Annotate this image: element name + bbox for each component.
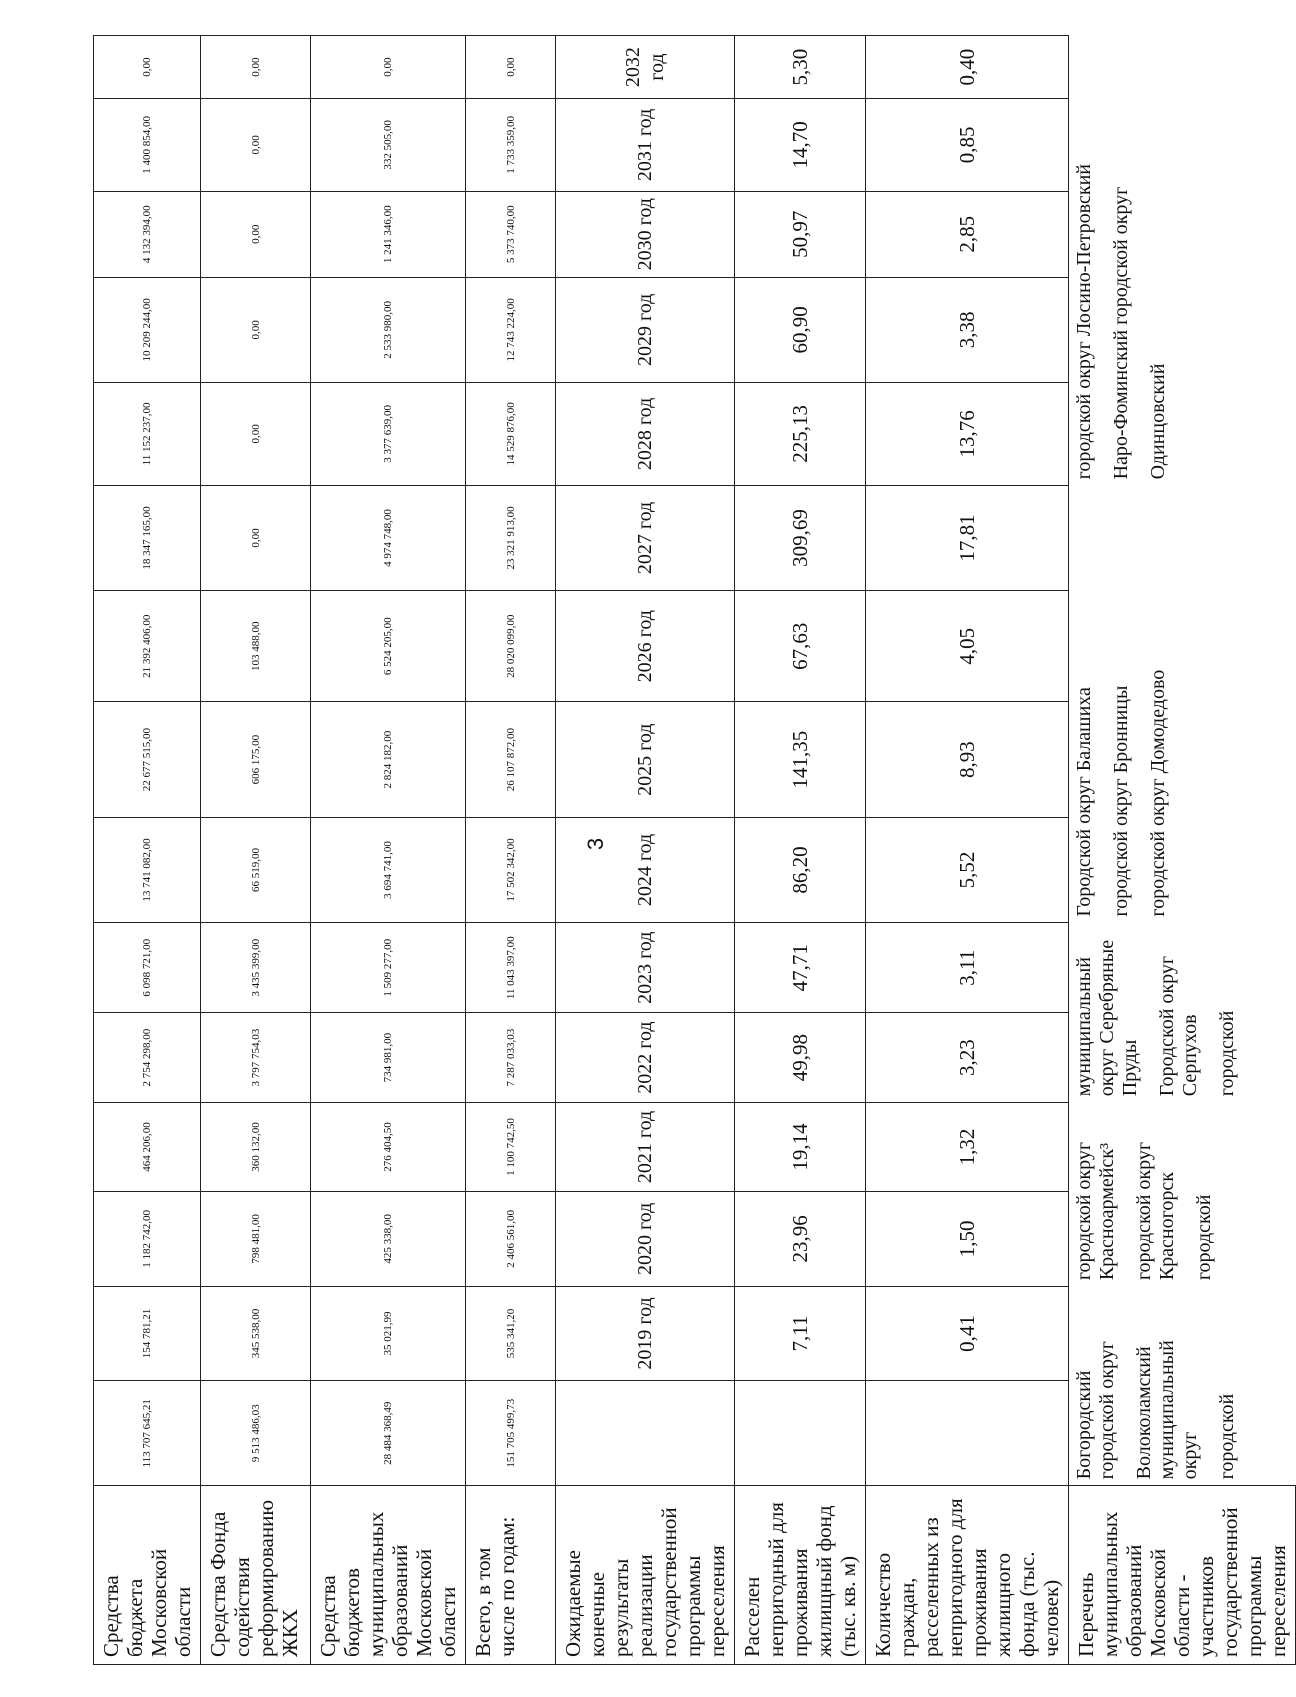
value-cell: 4 974 748,00 xyxy=(311,485,466,590)
table-row xyxy=(466,36,556,1665)
spacer xyxy=(1202,1292,1216,1479)
year-cell: 2031 год xyxy=(556,99,735,191)
value-cell: 3 694 741,00 xyxy=(311,817,466,922)
table-row xyxy=(94,36,201,1665)
value-cell: 4 132 394,00 xyxy=(94,191,201,277)
municipality-name: Одинцовский xyxy=(1147,363,1169,480)
table-body xyxy=(94,36,1296,1665)
municipality-group xyxy=(1069,923,1296,1103)
result-cell: 23,96 xyxy=(735,1192,866,1287)
rotated-table-wrapper xyxy=(93,35,1290,1665)
value-cell: 1 733 359,00 xyxy=(466,99,556,191)
value-cell: 0,00 xyxy=(201,99,311,191)
value-cell: 1 509 277,00 xyxy=(311,923,466,1013)
value-cell: 332 505,00 xyxy=(311,99,466,191)
municipality-group xyxy=(1069,485,1296,922)
result-cell: 225,13 xyxy=(735,382,866,485)
row-label: Перечень муниципальных образований Московской области - участников государственной программы переселения xyxy=(1069,1486,1296,1665)
value-cell: 3 377 639,00 xyxy=(311,382,466,485)
total-cell: 9 513 486,03 xyxy=(201,1381,311,1486)
result-cell: 3,38 xyxy=(866,277,1069,382)
value-cell: 0,00 xyxy=(201,36,311,99)
year-cell: 2030 год xyxy=(556,191,735,277)
municipality-name: Волоколамский муниципальный округ xyxy=(1133,1340,1201,1480)
year-cell: 2032 год xyxy=(556,36,735,99)
table-row xyxy=(556,36,735,1665)
year-cell: 2024 год xyxy=(556,817,735,922)
result-cell: 1,50 xyxy=(866,1192,1069,1287)
value-cell: 798 481,00 xyxy=(201,1192,311,1287)
year-cell: 2028 год xyxy=(556,382,735,485)
value-cell: 13 741 082,00 xyxy=(94,817,201,922)
year-cell: 2027 год xyxy=(556,485,735,590)
municipality-name: городской xyxy=(1216,1393,1238,1480)
value-cell: 0,00 xyxy=(201,277,311,382)
value-cell: 66 519,00 xyxy=(201,817,311,922)
spacer xyxy=(1096,491,1110,916)
value-cell: 1 400 854,00 xyxy=(94,99,201,191)
row-label: Ожидаемые конечные результаты реализации государственной программы переселения xyxy=(556,1486,735,1665)
result-cell: 5,30 xyxy=(735,36,866,99)
municipality-group xyxy=(1069,99,1296,486)
value-cell: 606 175,00 xyxy=(201,702,311,818)
value-cell: 11 043 397,00 xyxy=(466,923,556,1013)
table-row xyxy=(201,36,311,1665)
result-cell: 50,97 xyxy=(735,191,866,277)
value-cell: 464 206,00 xyxy=(94,1102,201,1191)
municipality-name: городской округ Домодедово xyxy=(1147,669,1169,917)
value-cell: 10 209 244,00 xyxy=(94,277,201,382)
result-cell: 47,71 xyxy=(735,923,866,1013)
value-cell: 103 488,00 xyxy=(201,590,311,701)
total-cell: 113 707 645,21 xyxy=(94,1381,201,1486)
value-cell: 0,00 xyxy=(201,191,311,277)
result-cell: 60,90 xyxy=(735,277,866,382)
result-cell: 86,20 xyxy=(735,817,866,922)
page-number: 3 xyxy=(583,837,608,851)
value-cell: 6 098 721,00 xyxy=(94,923,201,1013)
value-cell: 0,00 xyxy=(311,36,466,99)
result-cell: 0,40 xyxy=(866,36,1069,99)
result-cell: 4,05 xyxy=(866,590,1069,701)
table-row xyxy=(735,36,866,1665)
municipality-name: городской округ Красногорск xyxy=(1133,1141,1178,1281)
empty-cell xyxy=(556,1381,735,1486)
result-cell: 0,85 xyxy=(866,99,1069,191)
table-row xyxy=(866,36,1069,1665)
value-cell: 17 502 342,00 xyxy=(466,817,556,922)
year-cell: 2021 год xyxy=(556,1102,735,1191)
result-cell: 3,11 xyxy=(866,923,1069,1013)
spacer xyxy=(1142,929,1156,1097)
municipality-name: Городской округ Балашиха xyxy=(1073,687,1095,917)
empty-cell xyxy=(735,1381,866,1486)
table-row xyxy=(311,36,466,1665)
result-cell: 14,70 xyxy=(735,99,866,191)
value-cell: 35 021,99 xyxy=(311,1286,466,1381)
value-cell: 1 100 742,50 xyxy=(466,1102,556,1191)
result-cell: 0,41 xyxy=(866,1286,1069,1381)
value-cell: 7 287 033,03 xyxy=(466,1013,556,1102)
municipality-name: муниципальный округ Серебряные Пруды xyxy=(1073,939,1141,1097)
program-table xyxy=(93,35,1296,1665)
row-label: Всего, в том числе по годам: xyxy=(466,1486,556,1665)
year-cell: 2025 год xyxy=(556,702,735,818)
value-cell: 14 529 876,00 xyxy=(466,382,556,485)
result-cell: 1,32 xyxy=(866,1102,1069,1191)
result-cell: 8,93 xyxy=(866,702,1069,818)
year-cell: 2019 год xyxy=(556,1286,735,1381)
value-cell: 1 182 742,00 xyxy=(94,1192,201,1287)
municipality-name: Богородский городской округ xyxy=(1073,1341,1118,1480)
value-cell: 6 524 205,00 xyxy=(311,590,466,701)
value-cell: 22 677 515,00 xyxy=(94,702,201,818)
value-cell: 2 406 561,00 xyxy=(466,1192,556,1287)
year-cell: 2026 год xyxy=(556,590,735,701)
value-cell: 425 338,00 xyxy=(311,1192,466,1287)
municipality-name: городской округ Лосино-Петровский xyxy=(1073,164,1095,480)
value-cell: 0,00 xyxy=(201,382,311,485)
municipality-name: Городской округ Серпухов xyxy=(1156,955,1201,1097)
empty-cell xyxy=(866,1381,1069,1486)
spacer xyxy=(1133,491,1147,916)
value-cell: 734 981,00 xyxy=(311,1013,466,1102)
value-cell: 28 020 099,00 xyxy=(466,590,556,701)
municipality-group xyxy=(1069,1102,1296,1286)
row-label: Количество граждан, расселенных из непригодного для проживания жилищного фонда (тыс. человек) xyxy=(866,1486,1069,1665)
result-cell: 5,52 xyxy=(866,817,1069,922)
value-cell: 154 781,21 xyxy=(94,1286,201,1381)
value-cell: 18 347 165,00 xyxy=(94,485,201,590)
result-cell: 17,81 xyxy=(866,485,1069,590)
value-cell: 21 392 406,00 xyxy=(94,590,201,701)
total-cell: 151 705 499,73 xyxy=(466,1381,556,1486)
year-cell: 2029 год xyxy=(556,277,735,382)
row-label: Средства бюджетов муниципальных образований Московской области xyxy=(311,1486,466,1665)
result-cell: 7,11 xyxy=(735,1286,866,1381)
result-cell: 13,76 xyxy=(866,382,1069,485)
result-cell: 309,69 xyxy=(735,485,866,590)
value-cell: 23 321 913,00 xyxy=(466,485,556,590)
value-cell: 5 373 740,00 xyxy=(466,191,556,277)
row-label: Средства Фонда содействия реформированию ЖКХ xyxy=(201,1486,311,1665)
value-cell: 345 538,00 xyxy=(201,1286,311,1381)
value-cell: 0,00 xyxy=(466,36,556,99)
value-cell: 2 754 298,00 xyxy=(94,1013,201,1102)
year-cell: 2023 год xyxy=(556,923,735,1013)
spacer xyxy=(1119,1292,1133,1479)
municipality-name: городской округ Бронницы xyxy=(1110,685,1132,917)
result-cell: 3,23 xyxy=(866,1013,1069,1102)
spacer xyxy=(1179,1108,1193,1280)
page-content xyxy=(93,35,1290,1665)
municipality-name: городской xyxy=(1216,1010,1238,1097)
spacer xyxy=(1119,1108,1133,1280)
value-cell: 2 533 980,00 xyxy=(311,277,466,382)
municipality-name: городской округ Красноармейск³ xyxy=(1073,1141,1118,1281)
value-cell: 11 152 237,00 xyxy=(94,382,201,485)
value-cell: 360 132,00 xyxy=(201,1102,311,1191)
result-cell: 49,98 xyxy=(735,1013,866,1102)
spacer xyxy=(1096,105,1110,480)
value-cell: 535 341,20 xyxy=(466,1286,556,1381)
value-cell: 0,00 xyxy=(201,485,311,590)
value-cell: 2 824 182,00 xyxy=(311,702,466,818)
municipality-name: городской xyxy=(1193,1194,1215,1281)
result-cell: 141,35 xyxy=(735,702,866,818)
table-row xyxy=(1069,36,1296,1665)
spacer xyxy=(1202,929,1216,1097)
year-cell: 2020 год xyxy=(556,1192,735,1287)
value-cell: 0,00 xyxy=(94,36,201,99)
row-label: Средства бюджета Московской области xyxy=(94,1486,201,1665)
result-cell: 19,14 xyxy=(735,1102,866,1191)
municipality-group xyxy=(1069,1286,1296,1486)
municipality-name: Наро-Фоминский городской округ xyxy=(1110,186,1132,480)
value-cell: 3 797 754,03 xyxy=(201,1013,311,1102)
value-cell: 12 743 224,00 xyxy=(466,277,556,382)
result-cell: 2,85 xyxy=(866,191,1069,277)
value-cell: 3 435 399,00 xyxy=(201,923,311,1013)
value-cell: 1 241 346,00 xyxy=(311,191,466,277)
value-cell: 26 107 872,00 xyxy=(466,702,556,818)
result-cell: 67,63 xyxy=(735,590,866,701)
spacer xyxy=(1133,105,1147,480)
row-label: Расселен непригодный для проживания жилищный фонд (тыс. кв. м) xyxy=(735,1486,866,1665)
year-cell: 2022 год xyxy=(556,1013,735,1102)
value-cell: 276 404,50 xyxy=(311,1102,466,1191)
total-cell: 28 484 368,49 xyxy=(311,1381,466,1486)
